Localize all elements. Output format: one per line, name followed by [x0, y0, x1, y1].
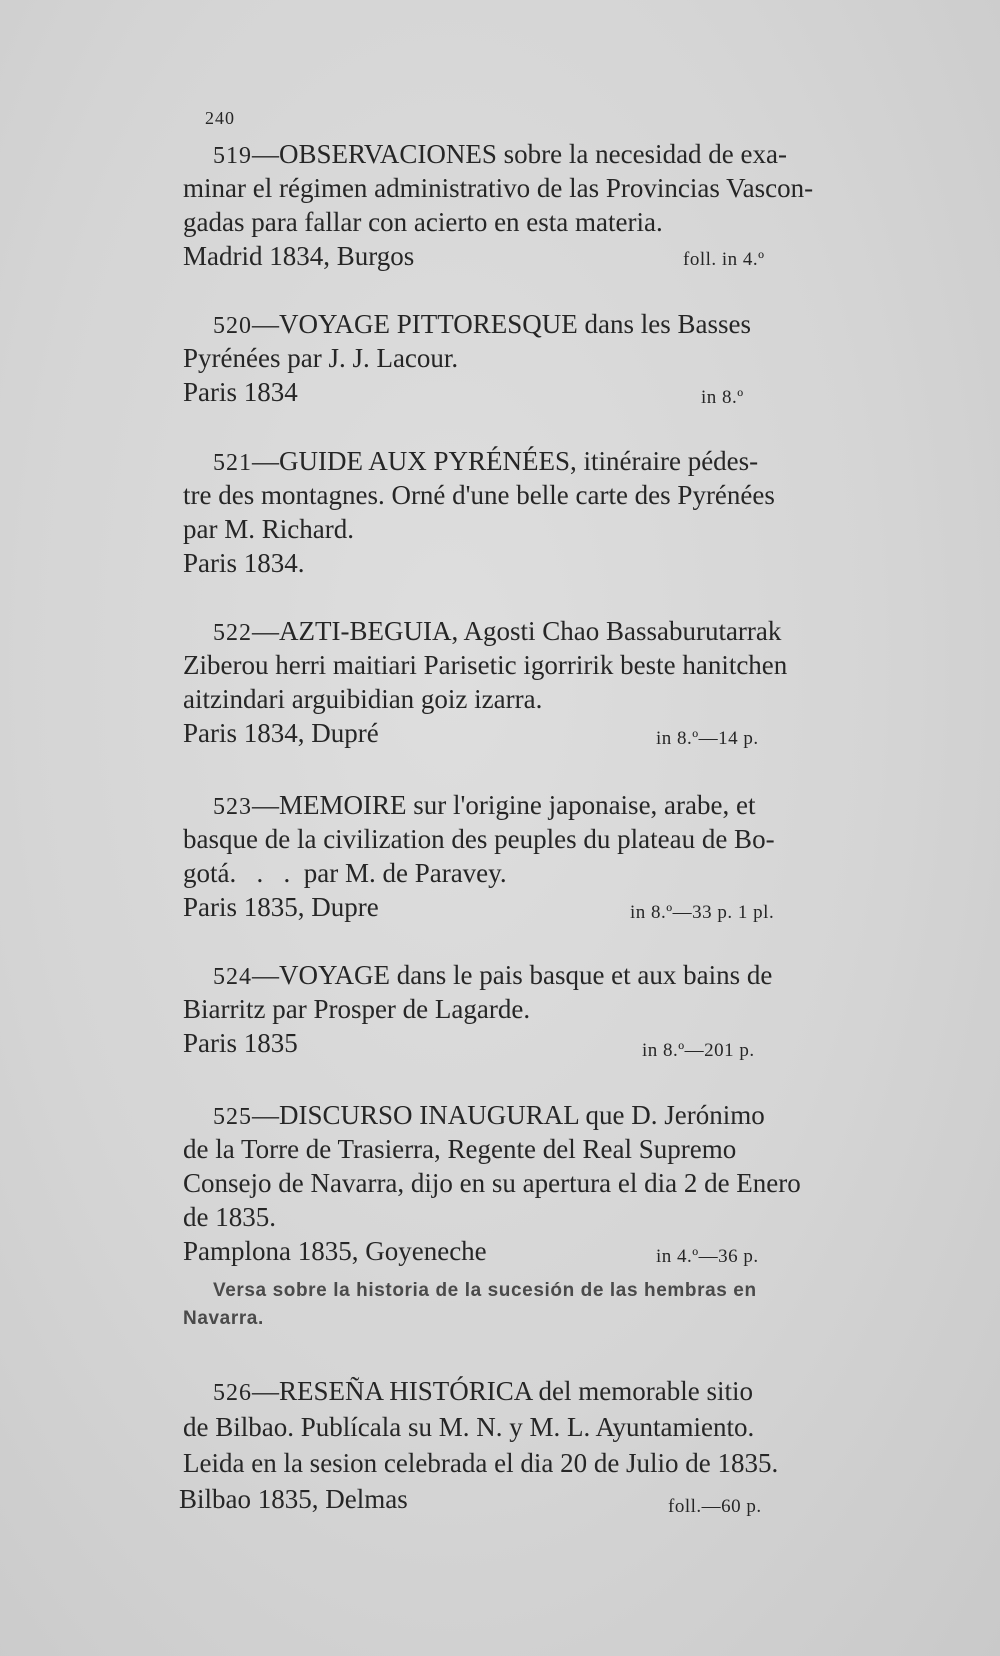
entry-text-line: basque de la civilization des peuples du plateau de Bo- [183, 824, 775, 854]
entry-text-line: Leida en la sesion celebrada el dia 20 de Julio de 1835. [183, 1448, 779, 1478]
entry-title-line: —OBSERVACIONES sobre la necesidad de exa- [252, 139, 787, 169]
entry-first-line [213, 307, 751, 343]
entry-number: 525 [213, 1104, 252, 1130]
entry-first-line [213, 614, 781, 650]
entry-number: 526 [213, 1380, 252, 1406]
entry-text-line: Biarritz par Prosper de Lagarde. [183, 994, 531, 1024]
entry-imprint: Paris 1834. [183, 548, 305, 578]
entry-imprint: Paris 1834 [183, 377, 298, 407]
entry-number: 523 [213, 794, 252, 820]
entry-title-line: —GUIDE AUX PYRÉNÉES, itinéraire pédes- [252, 446, 759, 476]
entry-title-line: —AZTI-BEGUIA, Agosti Chao Bassaburutarrak [252, 616, 782, 646]
entry-text-line: minar el régimen administrativo de las Provincias Vascon- [183, 173, 814, 203]
entry-first-line [213, 788, 755, 824]
entry-format: foll. in 4.º [683, 249, 765, 270]
entry-number: 522 [213, 620, 252, 646]
entry-first-line [213, 1374, 753, 1410]
entry-text-line: gadas para fallar con acierto en esta materia. [183, 207, 663, 237]
entry-format: in 8.º—33 p. 1 pl. [630, 902, 775, 923]
entry-text-line: Consejo de Navarra, dijo en su apertura el dia 2 de Enero [183, 1168, 801, 1198]
entry-text-line: gotá. . . par M. de Paravey. [183, 858, 507, 888]
entry-first-line [213, 1098, 765, 1134]
entry-text-line: de Bilbao. Publícala su M. N. y M. L. Ayuntamiento. [183, 1412, 755, 1442]
entry-imprint: Pamplona 1835, Goyeneche [183, 1236, 487, 1266]
entry-text-line: Ziberou herri maitiari Parisetic igorririk beste hanitchen [183, 650, 788, 680]
entry-format: in 8.º [701, 387, 744, 408]
entry-title-line: —DISCURSO INAUGURAL que D. Jerónimo [252, 1100, 765, 1130]
entry-title-line: —MEMOIRE sur l'origine japonaise, arabe, et [252, 790, 756, 820]
entry-format: in 8.º—201 p. [642, 1040, 755, 1061]
entry-format: in 4.º—36 p. [656, 1246, 759, 1267]
entry-number: 520 [213, 313, 252, 339]
entry-imprint: Paris 1835, Dupre [183, 892, 379, 922]
page-number: 240 [205, 108, 235, 128]
entry-number: 521 [213, 450, 252, 476]
entry-number: 519 [213, 143, 252, 169]
entry-title-line: —VOYAGE dans le pais basque et aux bains de [252, 960, 773, 990]
entry-imprint: Bilbao 1835, Delmas [179, 1484, 408, 1514]
entry-text-line: tre des montagnes. Orné d'une belle carte des Pyrénées [183, 480, 775, 510]
entry-imprint: Madrid 1834, Burgos [183, 241, 415, 271]
entry-note-line: Navarra. [183, 1308, 264, 1329]
entry-note-line: Versa sobre la historia de la sucesión de las hembras en [213, 1280, 757, 1301]
entry-imprint: Paris 1834, Dupré [183, 718, 379, 748]
entry-first-line [213, 444, 758, 480]
entry-imprint: Paris 1835 [183, 1028, 298, 1058]
entry-text-line: Pyrénées par J. J. Lacour. [183, 343, 459, 373]
entry-title-line: —RESEÑA HISTÓRICA del memorable sitio [252, 1376, 753, 1406]
entry-text-line: de la Torre de Trasierra, Regente del Real Supremo [183, 1134, 737, 1164]
entry-text-line: aitzindari arguibidian goiz izarra. [183, 684, 543, 714]
entry-format: in 8.º—14 p. [656, 728, 759, 749]
entry-number: 524 [213, 964, 252, 990]
entry-format: foll.—60 p. [668, 1496, 762, 1517]
entry-first-line [213, 137, 787, 173]
entry-first-line [213, 958, 772, 994]
entry-text-line: de 1835. [183, 1202, 276, 1232]
entry-text-line: par M. Richard. [183, 514, 354, 544]
entry-title-line: —VOYAGE PITTORESQUE dans les Basses [252, 309, 751, 339]
